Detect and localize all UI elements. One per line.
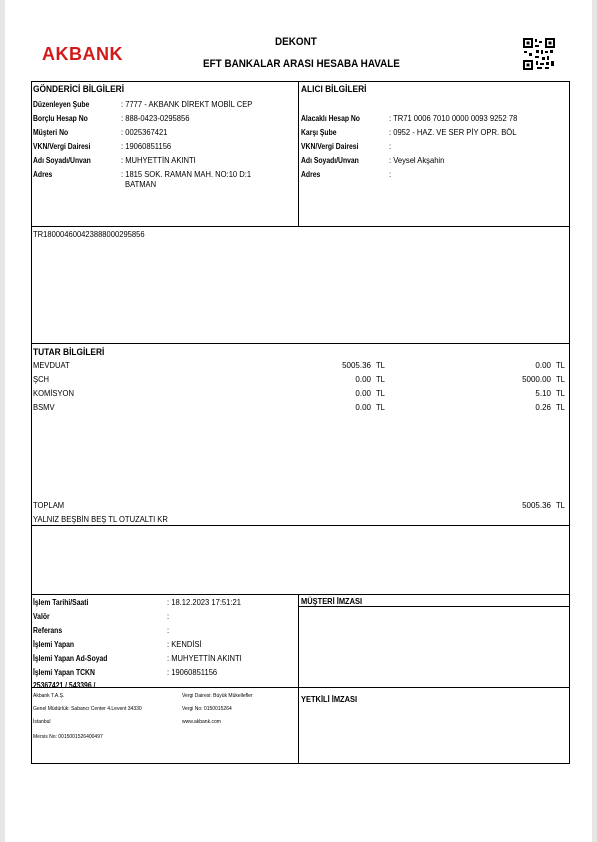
amount-row-left-currency: TL (376, 375, 385, 384)
amount-in-words: YALNIZ BEŞBİN BEŞ TL OTUZALTI KR (33, 515, 168, 524)
divider-signatures (298, 594, 299, 763)
receiver-name-value: : Veysel Akşahin (389, 156, 445, 165)
divider-sender-receiver (298, 81, 299, 226)
divider-bottom (31, 763, 570, 764)
sender-customer-label: Müşteri No (33, 128, 69, 137)
footer-company: Akbank T.A.Ş. (33, 693, 65, 699)
amount-row-right-value: 5000.00 (522, 375, 551, 384)
footer-tax-no: Vergi No: 0150015264 (182, 706, 232, 712)
amount-row-left-value: 0.00 (355, 389, 371, 398)
sender-account-value: : 888-0423-0295856 (121, 114, 190, 123)
frame-right (569, 81, 570, 764)
value-date-label: Valör (33, 612, 50, 621)
reference-value: : (167, 626, 170, 635)
amount-row-right-value: 0.00 (535, 361, 551, 370)
transaction-date-label: İşlem Tarihi/Saati (33, 598, 89, 607)
amount-row-label: MEVDUAT (33, 361, 70, 370)
amount-row-label: ŞCH (33, 375, 50, 384)
receiver-branch-value: : 0952 - HAZ. VE SER PİY OPR. BÖL (389, 128, 517, 137)
sender-section-title: GÖNDERİCİ BİLGİLERİ (33, 84, 125, 95)
transaction-code: 25367421 / 543396 / (33, 681, 96, 690)
divider-top (31, 81, 570, 82)
footer-tax-office: Vergi Dairesi: Büyük Mükellefler (182, 693, 253, 699)
sender-name-label: Adı Soyadı/Unvan (33, 156, 91, 165)
receiver-address-value: : (389, 170, 392, 179)
footer-website: www.akbank.com (182, 719, 221, 725)
amount-row-left-value: 5005.36 (342, 361, 371, 370)
receiver-section-title: ALICI BİLGİLERİ (301, 84, 367, 95)
amount-row-right-currency: TL (556, 375, 565, 384)
sender-address-line2: BATMAN (125, 180, 157, 189)
footer-hq: Genel Müdürlük: Sabancı Center 4.Levent 34330 (33, 706, 142, 712)
customer-signature-title: MÜŞTERİ İMZASI (301, 596, 363, 606)
receiver-tax-label: VKN/Vergi Dairesi (301, 142, 359, 151)
amounts-section-title: TUTAR BİLGİLERİ (33, 347, 105, 358)
receiver-account-label: Alacaklı Hesap No (301, 114, 360, 123)
amount-row-left-value: 0.00 (355, 403, 371, 412)
performed-by-label: İşlemi Yapan (33, 640, 75, 649)
amount-row-right-value: 0.26 (535, 403, 551, 412)
sender-customer-value: : 0025367421 (121, 128, 168, 137)
transaction-date-value: : 18.12.2023 17:51:21 (167, 598, 241, 607)
sender-tax-value: : 19060851156 (121, 142, 172, 151)
divider-amounts (31, 525, 570, 526)
sender-branch-value: : 7777 - AKBANK DİREKT MOBİL CEP (121, 100, 253, 109)
footer-city: İstanbul (33, 719, 51, 725)
sender-tax-label: VKN/Vergi Dairesi (33, 142, 91, 151)
amount-row-label: BSMV (33, 403, 55, 412)
divider-signature-header (298, 606, 569, 607)
divider-blank (31, 594, 570, 595)
divider-description (31, 343, 570, 344)
divider-info (31, 226, 570, 227)
sender-branch-label: Düzenleyen Şube (33, 100, 90, 109)
receiver-name-label: Adı Soyadı/Unvan (301, 156, 359, 165)
amount-row-right-currency: TL (556, 389, 565, 398)
performed-by-value: : KENDİSİ (167, 640, 202, 649)
amount-row-label: KOMİSYON (33, 389, 74, 398)
reference-label: Referans (33, 626, 63, 635)
frame-left (31, 81, 32, 764)
receiver-tax-value: : (389, 142, 392, 151)
performer-tckn-label: İşlemi Yapan TCKN (33, 668, 95, 677)
amount-row-left-value: 0.00 (355, 375, 371, 384)
receiver-account-value: : TR71 0006 7010 0000 0093 9252 78 (389, 114, 518, 123)
footer-mersis: Mersis No: 0015001526400497 (33, 734, 103, 740)
sender-account-label: Borçlu Hesap No (33, 114, 88, 123)
sender-address-label: Adres (33, 170, 53, 179)
amount-row-left-currency: TL (376, 361, 385, 370)
receipt-page (5, 0, 592, 842)
sender-address-value: : 1815 SOK. RAMAN MAH. NO:10 D:1 (121, 170, 252, 179)
akbank-logo: AKBANK (42, 44, 123, 64)
total-currency: TL (556, 501, 565, 510)
performer-tckn-value: : 19060851156 (167, 668, 218, 677)
receiver-address-label: Adres (301, 170, 321, 179)
document-subtitle: EFT BANKALAR ARASI HESABA HAVALE (203, 58, 400, 70)
amount-row-right-currency: TL (556, 403, 565, 412)
receiver-branch-label: Karşı Şube (301, 128, 337, 137)
total-label: TOPLAM (33, 501, 65, 510)
performer-name-label: İşlemi Yapan Ad-Soyad (33, 654, 108, 663)
qr-code-icon (523, 38, 555, 70)
amount-row-left-currency: TL (376, 389, 385, 398)
total-value: 5005.36 (522, 501, 551, 510)
amount-row-right-currency: TL (556, 361, 565, 370)
sender-name-value: : MUHYETTİN AKINTI (121, 156, 196, 165)
amount-row-left-currency: TL (376, 403, 385, 412)
performer-name-value: : MUHYETTİN AKINTI (167, 654, 242, 663)
divider-transaction (31, 687, 570, 688)
amount-row-right-value: 5.10 (535, 389, 551, 398)
authorized-signature-title: YETKİLİ İMZASI (301, 694, 358, 704)
document-title: DEKONT (275, 36, 317, 48)
transaction-description: TR180004600423888000295856 (33, 230, 145, 239)
value-date-value: : (167, 612, 170, 621)
